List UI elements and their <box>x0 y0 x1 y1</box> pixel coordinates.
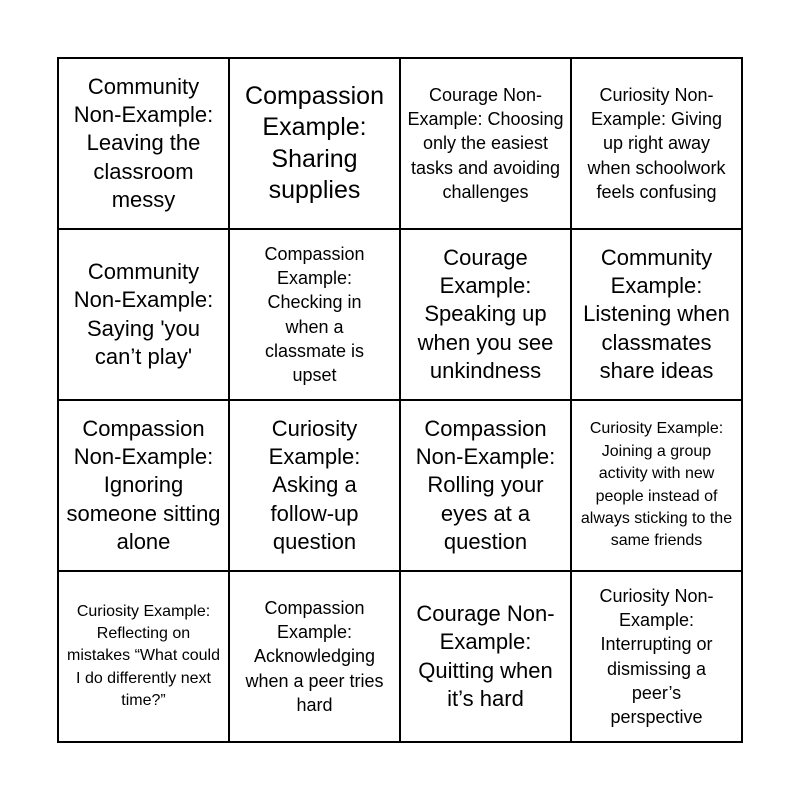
cell-text: Compassion Example: Acknowledging when a peer tries hard <box>245 597 384 715</box>
bingo-cell[interactable] <box>58 58 229 229</box>
cell-text: Compassion Example: Checking in when a classmate is upset <box>264 243 365 386</box>
cell-text: Compassion Non-Example: Rolling your eyes at a question <box>415 416 556 554</box>
cell-text: Courage Example: Speaking up when you see unkindness <box>417 245 554 383</box>
bingo-cell[interactable] <box>400 229 571 400</box>
cell-text: Courage Non-Example: Quitting when it’s hard <box>416 601 555 711</box>
bingo-cell[interactable] <box>229 571 400 742</box>
cell-text: Community Non-Example: Saying 'you can’t play' <box>73 259 214 369</box>
cell-text: Curiosity Example: Joining a group activity with new people instead of always sticking to the same friends <box>580 420 733 550</box>
cell-text: Compassion Example: Sharing supplies <box>245 82 384 204</box>
bingo-cell[interactable] <box>400 571 571 742</box>
cell-text: Curiosity Non-Example: Giving up right away when schoolwork feels confusing <box>587 84 726 202</box>
cell-text: Curiosity Example: Reflecting on mistakes “What could I do differently next time?” <box>67 602 220 710</box>
cell-text: Curiosity Non-Example: Interrupting or dismissing a peer’s perspective <box>599 585 714 728</box>
bingo-cell[interactable] <box>400 58 571 229</box>
bingo-cell[interactable] <box>571 400 742 571</box>
bingo-cell[interactable] <box>58 229 229 400</box>
bingo-cell[interactable] <box>571 58 742 229</box>
cell-text: Curiosity Example: Asking a follow-up question <box>268 416 361 554</box>
bingo-cell[interactable] <box>229 229 400 400</box>
bingo-cell[interactable] <box>571 571 742 742</box>
cell-text: Community Non-Example: Leaving the classroom messy <box>73 74 214 212</box>
bingo-cell[interactable] <box>400 400 571 571</box>
bingo-board <box>57 57 743 743</box>
cell-text: Courage Non-Example: Choosing only the easiest tasks and avoiding challenges <box>407 84 564 202</box>
bingo-cell[interactable] <box>229 58 400 229</box>
bingo-cell[interactable] <box>571 229 742 400</box>
cell-text: Compassion Non-Example: Ignoring someone sitting alone <box>66 416 221 554</box>
bingo-cell[interactable] <box>58 571 229 742</box>
bingo-cell[interactable] <box>229 400 400 571</box>
bingo-cell[interactable] <box>58 400 229 571</box>
cell-text: Community Example: Listening when classmates share ideas <box>583 245 730 383</box>
